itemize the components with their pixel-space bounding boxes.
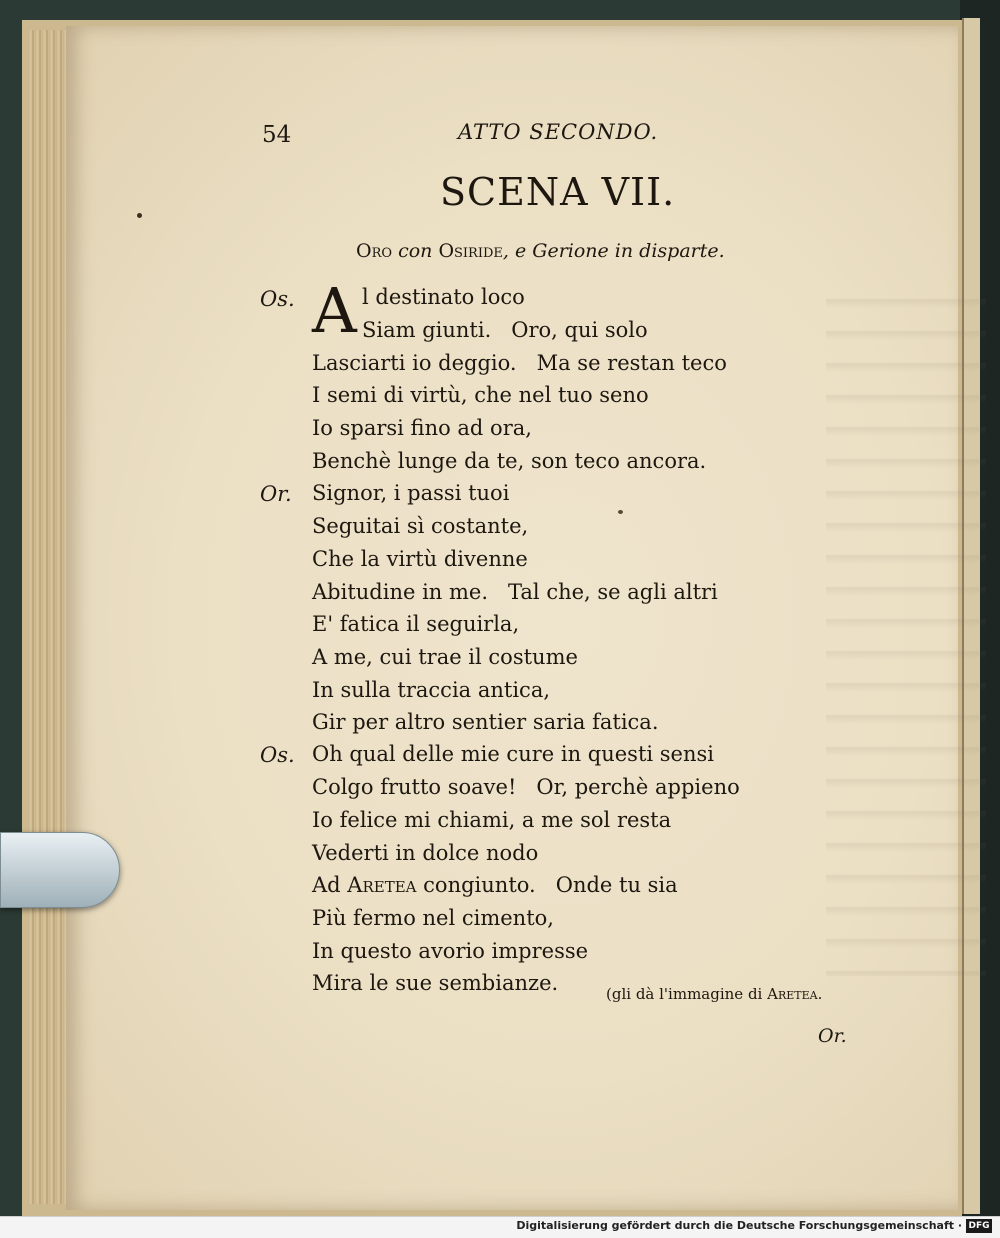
verse-text: Ad xyxy=(312,873,348,897)
character-name: Osiride xyxy=(438,240,503,262)
personae-connector: con xyxy=(392,240,439,262)
verse-line: Più fermo nel cimento, xyxy=(312,906,554,930)
running-head: ATTO SECONDO. xyxy=(458,120,659,144)
verse-line: Io sparsi fino ad ora, xyxy=(312,416,532,440)
catchword: Or. xyxy=(818,1025,847,1047)
personae-rest: , e Gerione in disparte. xyxy=(502,240,725,262)
verse-line: Che la virtù divenne xyxy=(312,547,528,571)
verse-line: Lasciarti io deggio. Ma se restan teco xyxy=(312,351,727,375)
verse-line: Benchè lunge da te, son teco ancora. xyxy=(312,449,707,473)
verse-text: congiunto. Onde tu sia xyxy=(416,873,678,897)
verse-line: In sulla traccia antica, xyxy=(312,678,551,702)
verse-line: l destinato loco xyxy=(362,285,525,309)
stage-direction xyxy=(606,985,822,1003)
verse-line: Io felice mi chiami, a me sol resta xyxy=(312,808,672,832)
ink-spot xyxy=(618,510,623,514)
verse-line: Vederti in dolce nodo xyxy=(312,841,539,865)
speaker-label: Os. xyxy=(260,743,295,767)
verse-line: Seguitai sì costante, xyxy=(312,514,529,538)
page-number: 54 xyxy=(262,122,292,148)
character-name: Aretea xyxy=(347,873,417,897)
scene-personae xyxy=(356,240,725,262)
ink-spot xyxy=(137,213,142,218)
verse-line: I semi di virtù, che nel tuo seno xyxy=(312,383,649,407)
bleed-through-text xyxy=(826,276,986,976)
verse-line: E' fatica il seguirla, xyxy=(312,612,520,636)
verse-line: Oh qual delle mie cure in questi sensi xyxy=(312,742,715,766)
stage-text: (gli dà l'immagine di xyxy=(606,985,768,1003)
speaker-label: Or. xyxy=(260,482,292,506)
verse-line: In questo avorio impresse xyxy=(312,939,589,963)
verse-line: A me, cui trae il costume xyxy=(312,645,578,669)
speaker-label: Os. xyxy=(260,287,295,311)
verse-line: Colgo frutto soave! Or, perchè appieno xyxy=(312,775,740,799)
verse-line: Signor, i passi tuoi xyxy=(312,481,510,505)
drop-cap: A xyxy=(312,274,357,347)
scene-title: SCENA VII. xyxy=(440,170,676,214)
character-name: Aretea xyxy=(767,985,818,1003)
stage-end: . xyxy=(817,985,823,1003)
character-name: Oro xyxy=(356,240,393,262)
dfg-logo-icon: DFG xyxy=(966,1219,992,1233)
verse-line: Mira le sue sembianze. xyxy=(312,971,559,995)
verse-line: Gir per altro sentier saria fatica. xyxy=(312,710,659,734)
verse-line: Abitudine in me. Tal che, se agli altri xyxy=(312,580,718,604)
verse-line: Siam giunti. Oro, qui solo xyxy=(362,318,648,342)
verse-line xyxy=(312,873,678,897)
funding-credit: Digitalisierung gefördert durch die Deutsche Forschungsgemeinschaft · xyxy=(516,1219,962,1232)
page-clip xyxy=(0,832,120,908)
